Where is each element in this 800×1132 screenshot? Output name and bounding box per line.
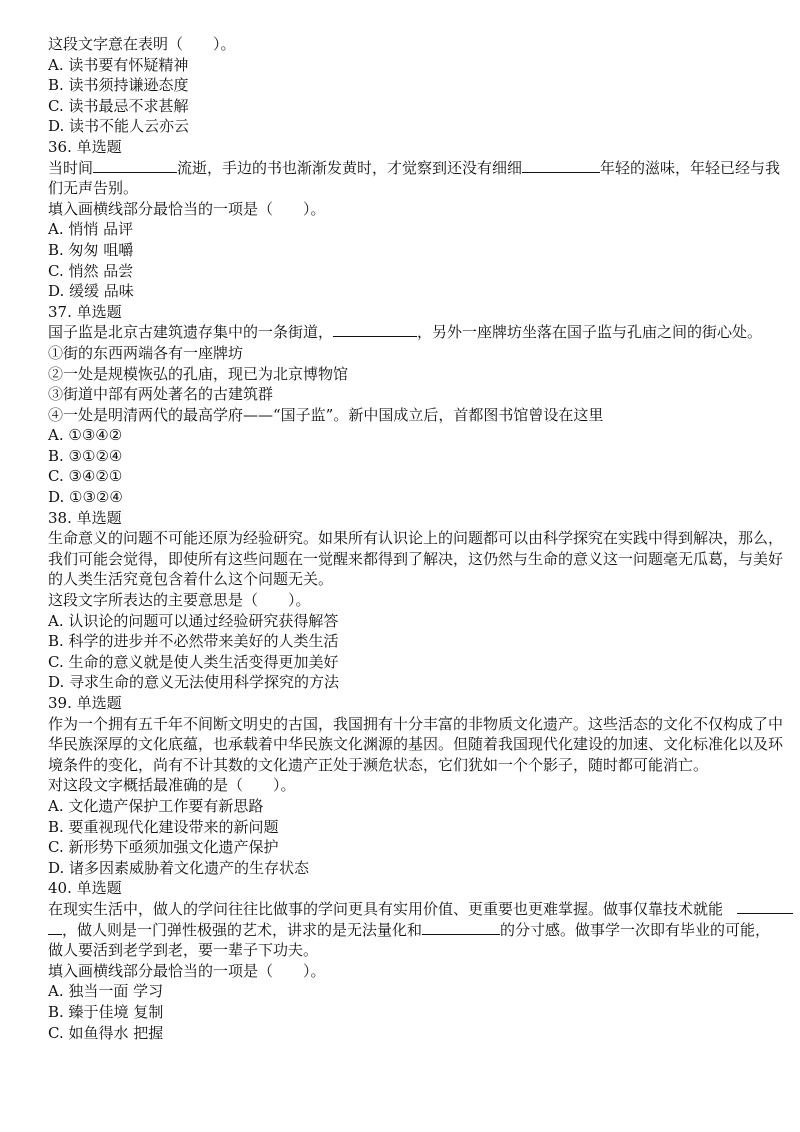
q36-blank-1 [93, 158, 177, 173]
q39-stem-line-1: 作为一个拥有五千年不间断文明史的古国，我国拥有十分丰富的非物质文化遗产。这些活态的文化不仅构成了中 [48, 714, 784, 733]
q39-option-a: A. 文化遗产保护工作要有新思路 [48, 796, 264, 815]
q40-option-a: A. 独当一面 学习 [48, 982, 164, 1001]
q40-stem-line-1 [48, 899, 758, 920]
q39-option-b: B. 要重视现代化建设带来的新问题 [48, 817, 279, 836]
q37-option-a: A. ①③④② [48, 426, 123, 445]
q40-stem-c: 的分寸感。做事学一次即有毕业的可能， [500, 920, 771, 939]
q37-option-c: C. ③④②① [48, 467, 123, 486]
q36-option-a: A. 悄悄 品评 [48, 220, 134, 239]
q38-option-a: A. 认识论的问题可以通过经验研究获得解答 [48, 611, 339, 630]
q37-item-2: ②一处是规模恢弘的孔庙，现已为北京博物馆 [48, 364, 349, 383]
q37-item-3: ③街道中部有两处著名的古建筑群 [48, 385, 274, 404]
q39-prompt: 对这段文字概括最准确的是（ ）。 [48, 776, 296, 795]
q38-stem-line-1: 生命意义的问题不可能还原为经验研究。如果所有认识论上的问题都可以由科学探究在实践中得到解决，那么， [48, 529, 784, 548]
q40-stem-a: 在现实生活中，做人的学问往往比做事的学问更具有实用价值、更重要也更难掌握。做事仅靠技术就能 [48, 899, 724, 918]
q37-stem-b: ，另外一座牌坊坐落在国子监与孔庙之间的街心处。 [417, 323, 763, 342]
q40-stem-line-3: 做人要活到老学到老，要一辈子下功夫。 [48, 941, 319, 960]
q36-option-c: C. 悄然 品尝 [48, 261, 134, 280]
q36-option-d: D. 缓缓 品味 [48, 282, 134, 301]
q35-option-d: D. 读书不能人云亦云 [48, 117, 190, 136]
q39-option-d: D. 诸多因素威胁着文化遗产的生存状态 [48, 858, 310, 877]
q36-blank-2 [522, 158, 600, 173]
q39-option-c: C. 新形势下亟须加强文化遗产保护 [48, 838, 279, 857]
q37-header: 37. 单选题 [48, 302, 122, 321]
q35-option-c: C. 读书最忌不求甚解 [48, 96, 189, 115]
q40-blank-1-continued [48, 920, 62, 935]
exam-page [48, 34, 784, 1043]
q35-option-a: A. 读书要有怀疑精神 [48, 55, 189, 74]
q38-stem-line-2: 我们可能会觉得，即使所有这些问题在一觉醒来都得到了解决，这仍然与生命的意义这一问题毫无瓜葛，与美好 [48, 549, 784, 568]
q39-stem-line-2: 华民族深厚的文化底蕴，也承载着中华民族文化渊源的基因。但随着我国现代化建设的加速、文化标准化以及环 [48, 735, 784, 754]
q36-option-b: B. 匆匆 咀嚼 [48, 240, 134, 259]
q40-header: 40. 单选题 [48, 879, 122, 898]
q36-stem-a: 当时间 [48, 158, 94, 177]
q35-option-b: B. 读书须持谦逊态度 [48, 76, 189, 95]
q37-option-b: B. ③①②④ [48, 446, 123, 465]
q40-blank-2 [422, 920, 500, 935]
q38-stem-line-3: 的人类生活究竟包含着什么这个问题无关。 [48, 570, 334, 589]
q38-option-d: D. 寻求生命的意义无法使用科学探究的方法 [48, 673, 340, 692]
q36-stem-line-2: 们无声告别。 [48, 179, 139, 198]
q36-stem-line-1 [48, 158, 781, 179]
q38-prompt: 这段文字所表达的主要意思是（ ）。 [48, 591, 311, 610]
q36-stem-b: 流逝，手边的书也渐渐发黄时，才觉察到还没有细细 [177, 158, 523, 177]
q40-blank-1 [737, 899, 793, 914]
q40-option-b: B. 臻于佳境 复制 [48, 1002, 164, 1021]
q35-prompt: 这段文字意在表明（ ）。 [48, 35, 236, 53]
q36-prompt: 填入画横线部分最恰当的一项是（ ）。 [48, 199, 326, 218]
q39-stem-line-3: 境条件的变化，尚有不计其数的文化遗产正处于濒危状态，它们犹如一个个影子，随时都可能消亡。 [48, 755, 709, 774]
q37-stem [48, 322, 763, 343]
q40-stem-b: ，做人则是一门弹性极强的艺术，讲求的是无法量化和 [62, 920, 423, 939]
q37-stem-a: 国子监是北京古建筑遗存集中的一条街道， [48, 323, 334, 342]
q37-item-1: ①街的东西两端各有一座牌坊 [48, 343, 244, 362]
q38-option-b: B. 科学的进步并不必然带来美好的人类生活 [48, 632, 339, 651]
q37-option-d: D. ①③②④ [48, 488, 123, 507]
q38-header: 38. 单选题 [48, 508, 122, 527]
q37-blank [333, 322, 417, 337]
q38-option-c: C. 生命的意义就是使人类生活变得更加美好 [48, 652, 339, 671]
q39-header: 39. 单选题 [48, 694, 122, 712]
q37-item-4: ④一处是明清两代的最高学府——“国子监”。新中国成立后，首都图书馆曾设在这里 [48, 405, 604, 424]
q40-option-c: C. 如鱼得水 把握 [48, 1023, 164, 1042]
q40-prompt: 填入画横线部分最恰当的一项是（ ）。 [48, 961, 326, 980]
q40-stem-line-2 [48, 920, 771, 941]
q36-header: 36. 单选题 [48, 137, 122, 156]
q36-stem-c: 年轻的滋味，年轻已经与我 [600, 158, 781, 177]
